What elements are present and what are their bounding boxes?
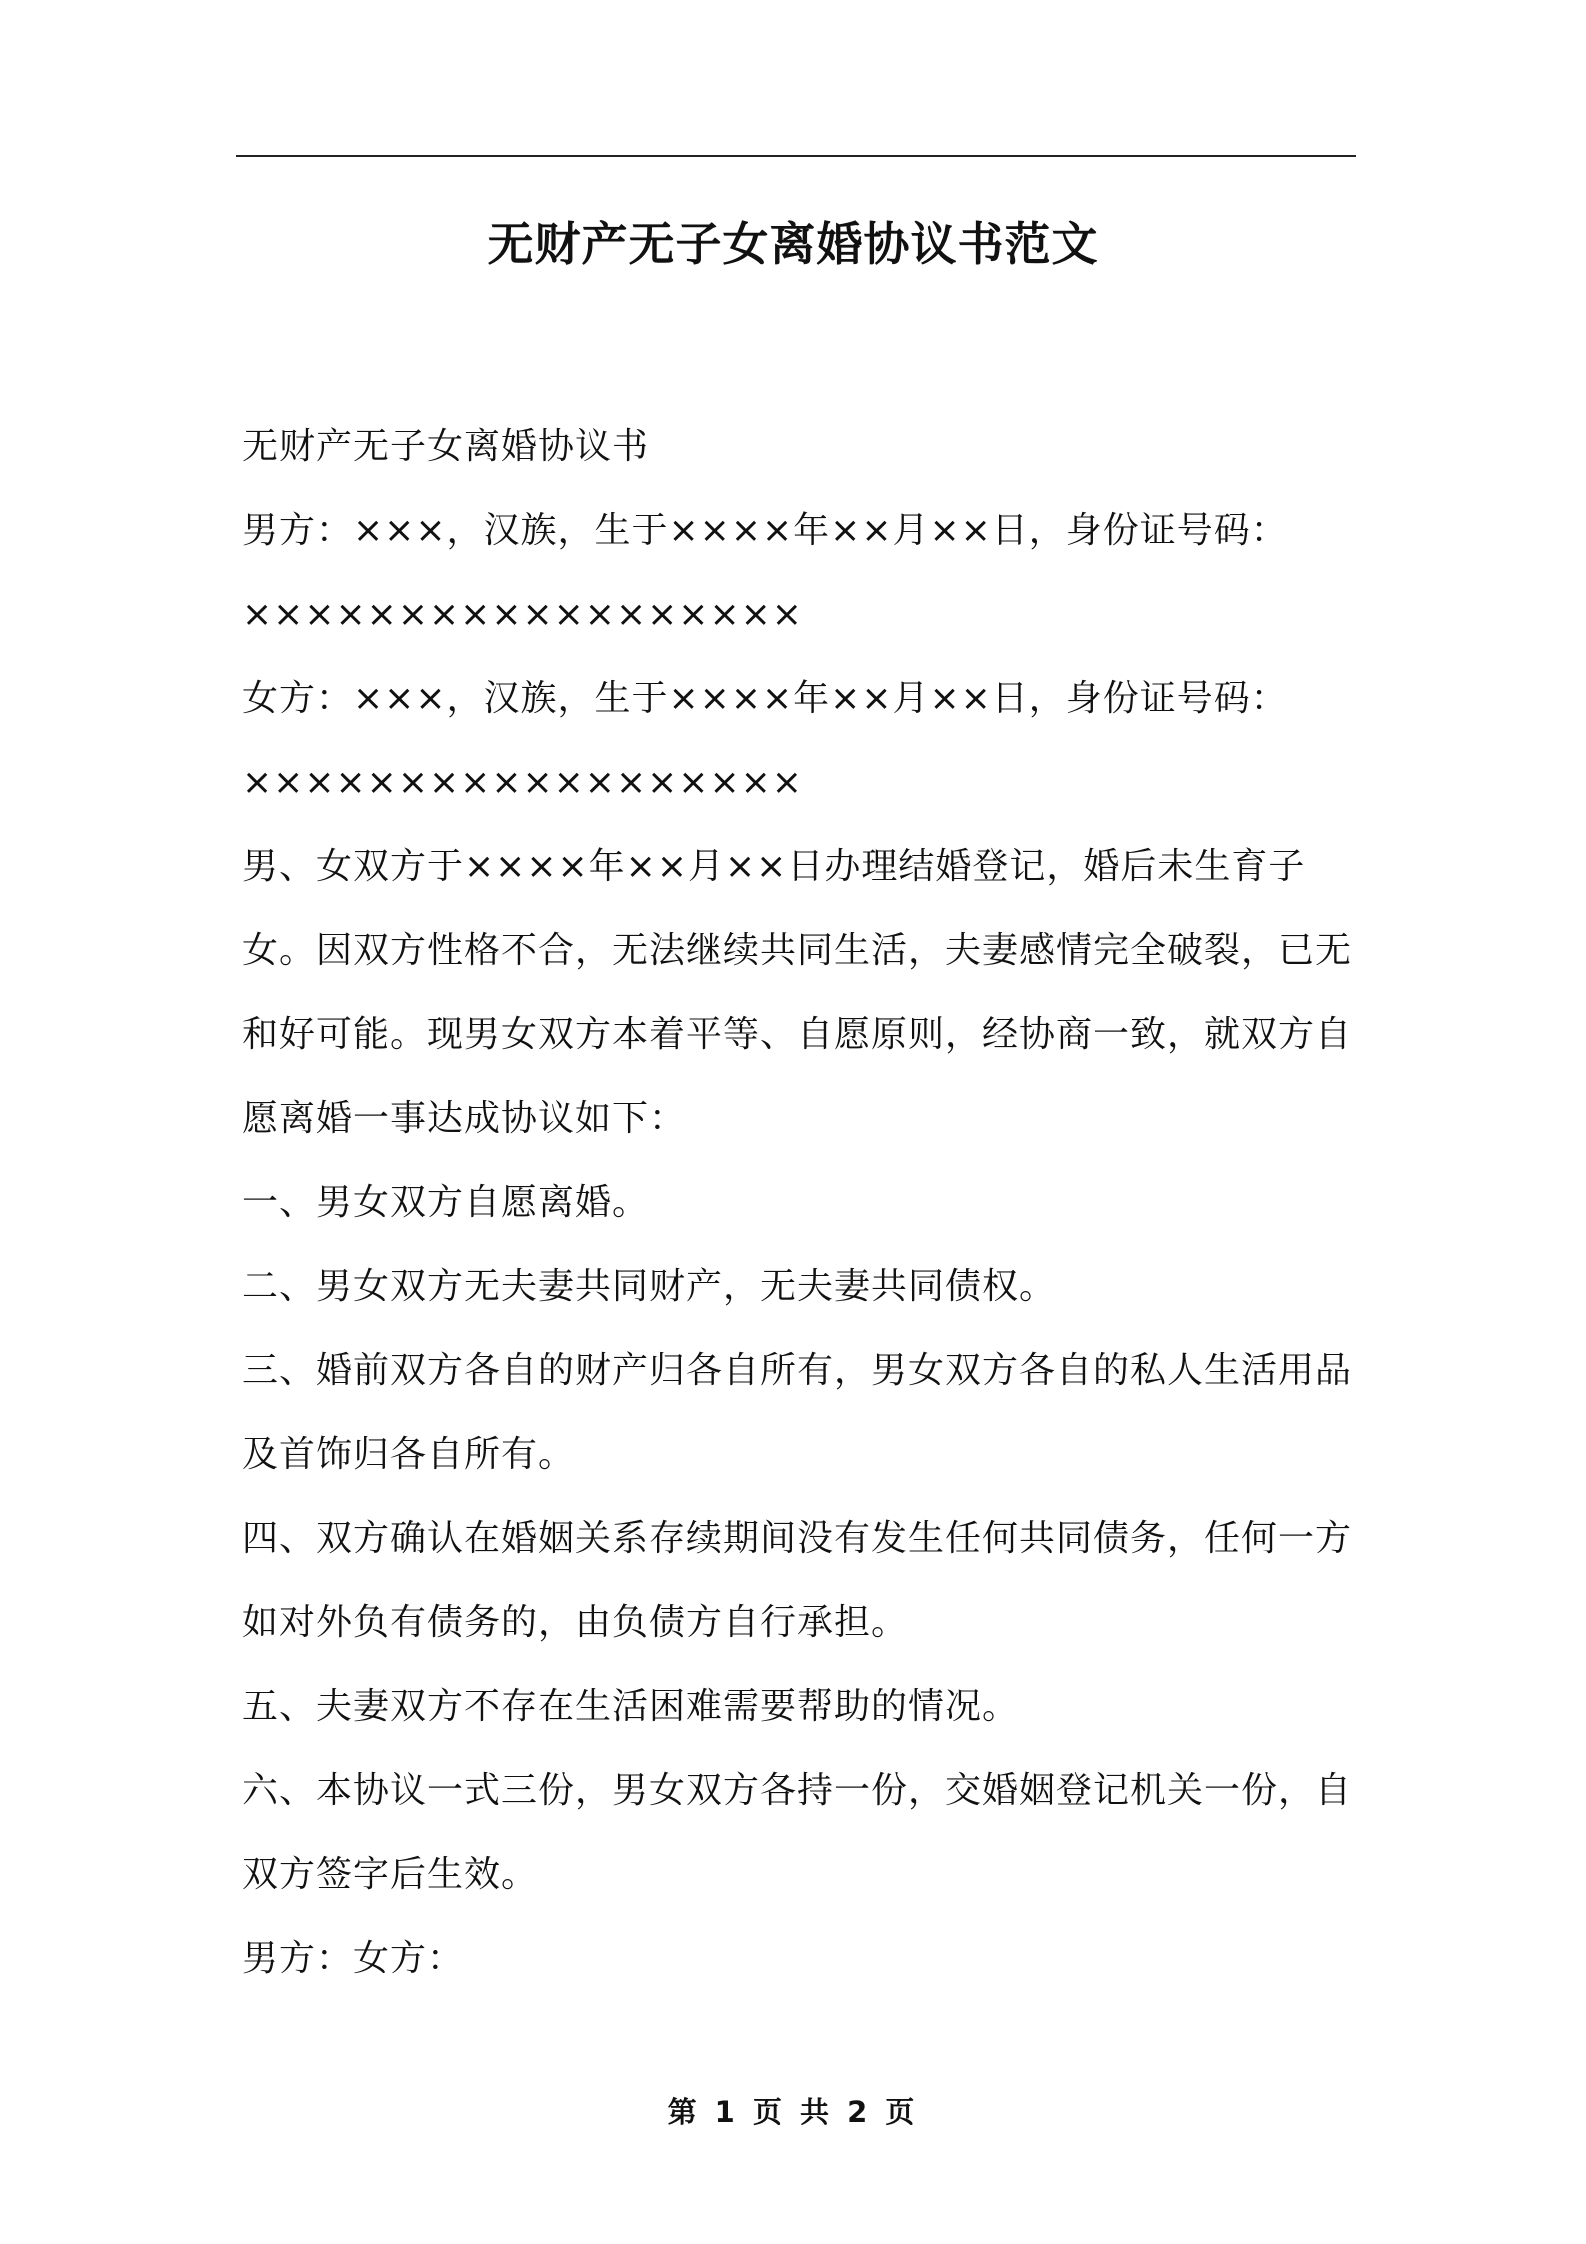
page-number-footer: 第 1 页 共 2 页 [667,2095,919,2129]
preamble-line-3: 和好可能。现男女双方本着平等、自愿原则，经协商一致，就双方自 [242,1014,1353,1055]
clause-5: 五、夫妻双方不存在生活困难需要帮助的情况。 [242,1686,1020,1727]
preamble-line-1: 男、女双方于××××年××月××日办理结婚登记，婚后未生育子 [242,846,1306,887]
preamble-line-2: 女。因双方性格不合，无法继续共同生活，夫妻感情完全破裂，已无 [242,930,1353,971]
female-party-info: 女方：×××，汉族，生于××××年××月××日，身份证号码： [242,678,1288,719]
clause-6-line-2: 双方签字后生效。 [242,1854,539,1895]
clause-4-line-1: 四、双方确认在婚姻关系存续期间没有发生任何共同债务，任何一方 [242,1518,1353,1559]
clause-3-line-1: 三、婚前双方各自的财产归各自所有，男女双方各自的私人生活用品 [242,1350,1353,1391]
header-divider [236,155,1356,157]
clause-4-line-2: 如对外负有债务的，由负债方自行承担。 [242,1602,909,1643]
female-party-id-number: ×××××××××××××××××× [242,762,803,803]
document-body [242,405,1357,2001]
clause-2: 二、男女双方无夫妻共同财产，无夫妻共同债权。 [242,1266,1057,1307]
preamble-line-4: 愿离婚一事达成协议如下： [242,1098,687,1139]
clause-3-line-2: 及首饰归各自所有。 [242,1434,576,1475]
signature-line: 男方：女方： [242,1938,465,1979]
male-party-id-number: ×××××××××××××××××× [242,594,803,635]
clause-1: 一、男女双方自愿离婚。 [242,1182,650,1223]
agreement-heading: 无财产无子女离婚协议书 [242,426,650,467]
male-party-info: 男方：×××，汉族，生于××××年××月××日，身份证号码： [242,510,1288,551]
document-title: 无财产无子女离婚协议书范文 [487,217,1099,271]
clause-6-line-1: 六、本协议一式三份，男女双方各持一份，交婚姻登记机关一份，自 [242,1770,1353,1811]
